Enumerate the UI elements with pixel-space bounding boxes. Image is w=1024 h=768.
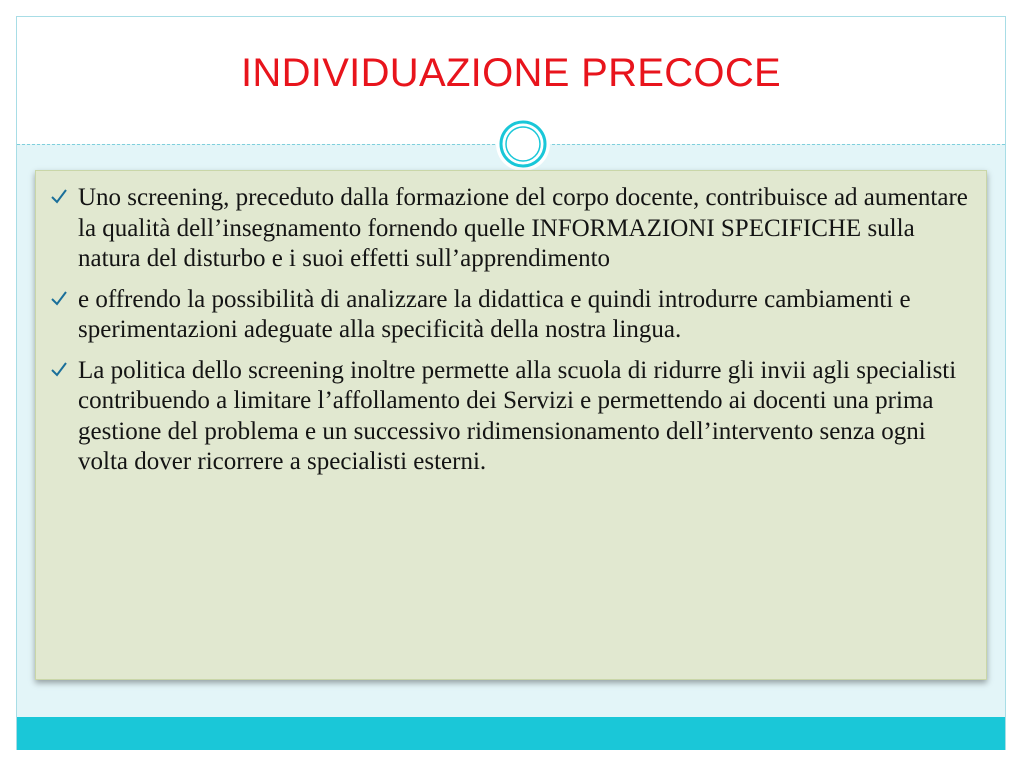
bullet-item xyxy=(49,285,974,346)
bottom-accent-bar xyxy=(17,717,1005,750)
slide-frame xyxy=(16,16,1006,750)
slide-title: INDIVIDUAZIONE PRECOCE xyxy=(241,51,781,95)
checkmark-icon xyxy=(50,360,68,378)
content-box xyxy=(35,170,987,680)
checkmark-icon xyxy=(50,187,68,205)
bullet-list xyxy=(36,171,986,478)
checkmark-icon xyxy=(50,289,68,307)
bullet-item xyxy=(49,356,974,478)
bullet-text: e offrendo la possibilità di analizzare la didattica e quindi introdurre cambiamenti e sperimentazioni adeguate alla specificità della nostra lingua. xyxy=(78,285,911,343)
bullet-text: La politica dello screening inoltre permette alla scuola di ridurre gli invii agli specialisti contribuendo a limitare l’affollamento dei Servizi e permettendo ai docenti una prima gestione del problema e un successivo ridimensionamento dell’intervento senza ogni volta dover ricorrere a specialisti esterni. xyxy=(78,356,957,475)
bullet-item xyxy=(49,183,974,275)
bullet-text: Uno screening, preceduto dalla formazione del corpo docente, contribuisce ad aumentare la qualità dell’insegnamento fornendo quelle INFORMAZIONI SPECIFICHE sulla natura del disturbo e i suoi effetti sull’apprendimento xyxy=(78,184,968,272)
ring-ornament-icon xyxy=(495,116,551,172)
